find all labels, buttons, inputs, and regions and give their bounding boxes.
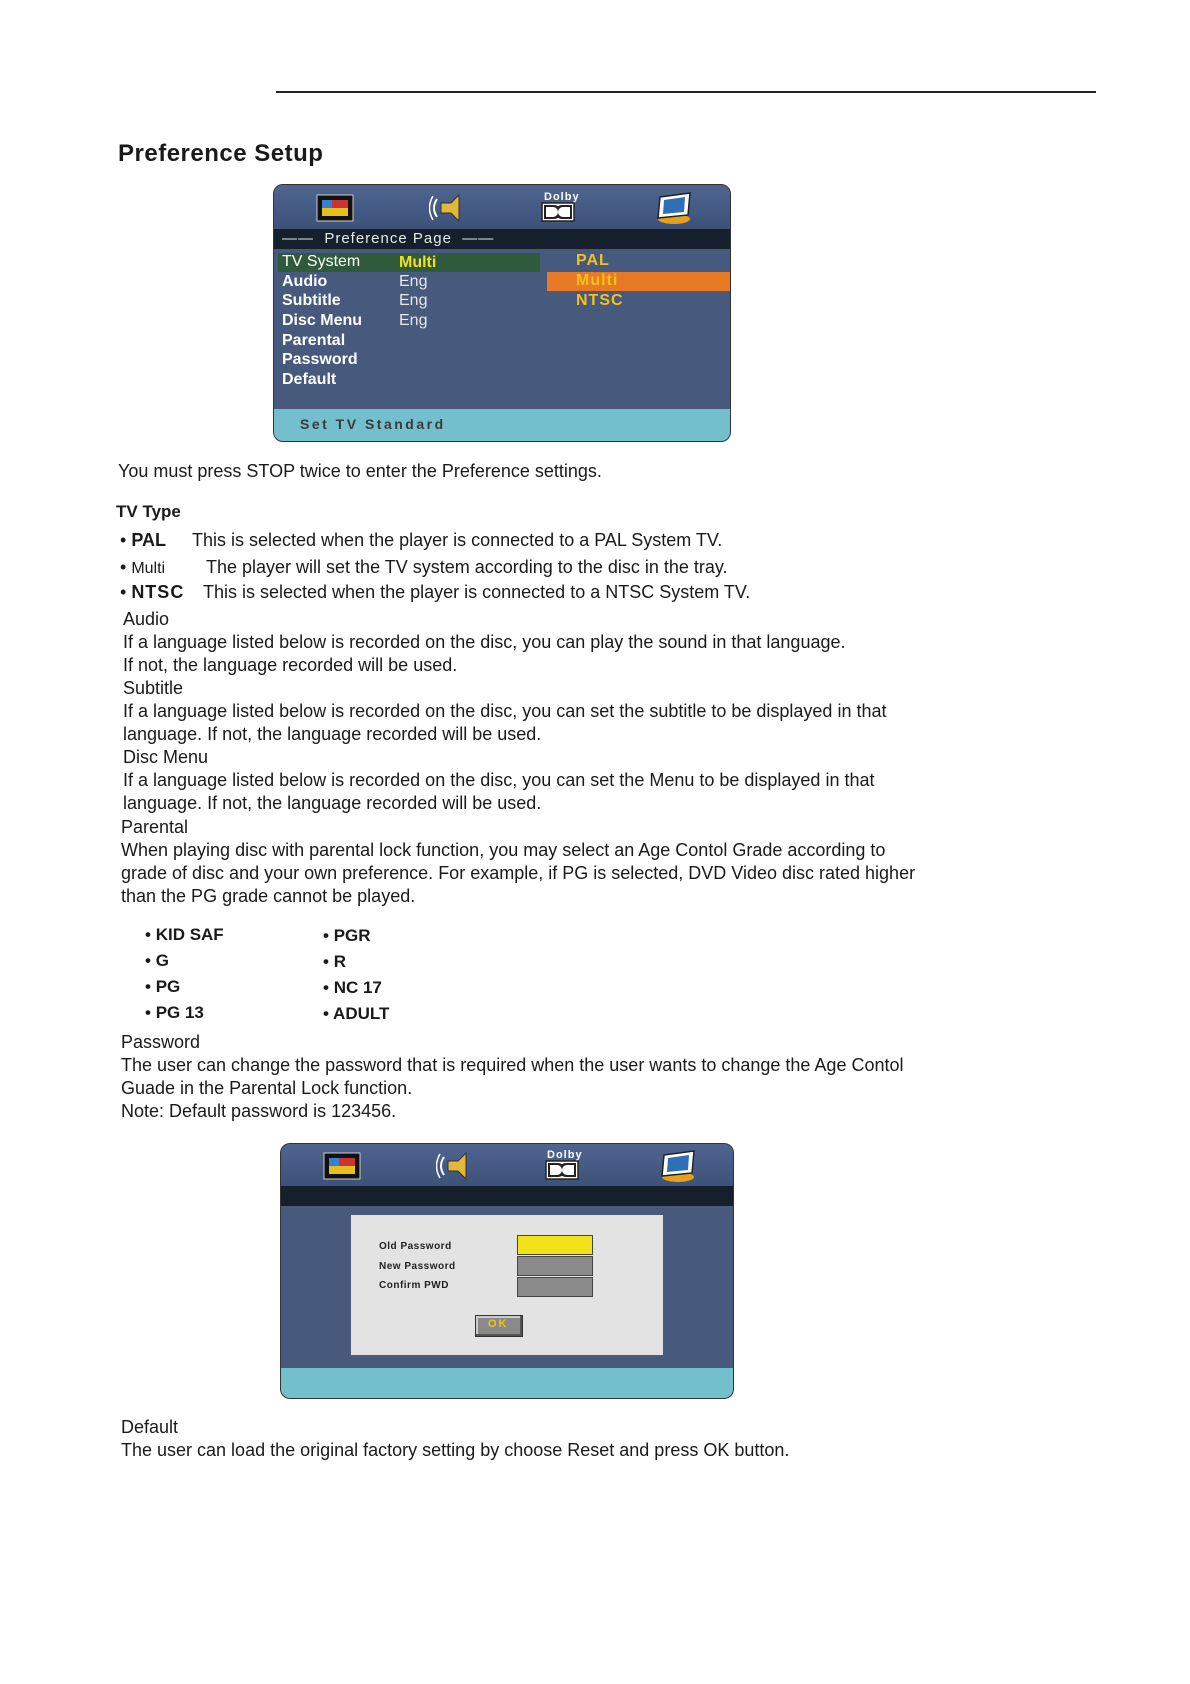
audio-line-2: If not, the language recorded will be used. (123, 655, 458, 675)
password-osd-screen (280, 1143, 734, 1399)
picture-setup-icon[interactable] (314, 191, 358, 225)
password-line-1: The user can change the password that is required when the user wants to change the Age Contol (121, 1055, 904, 1075)
dolby-label: Dolby (544, 191, 580, 203)
parental-title: Parental (121, 817, 189, 837)
preference-setup-icon[interactable] (656, 1149, 700, 1183)
confirm-pwd-field[interactable] (517, 1277, 593, 1297)
bullet: • (120, 582, 132, 602)
desc-ntsc: This is selected when the player is connected to a NTSC System TV. (203, 582, 751, 602)
default-section (121, 1416, 789, 1462)
default-title: Default (121, 1417, 179, 1437)
page-title: Preference Setup (118, 140, 324, 167)
parental-line-1: When playing disc with parental lock function, you may select an Age Contol Grade according to (121, 840, 886, 860)
old-password-label: Old Password (379, 1241, 452, 1252)
menu-item-default[interactable]: Default (282, 371, 337, 388)
grade-kid-saf: KID SAF (155, 925, 224, 944)
audio-line-1: If a language listed below is recorded on the disc, you can play the sound in that language. (123, 632, 846, 652)
grade-item: • PG 13 (145, 1003, 204, 1022)
tv-type-item-multi (120, 556, 728, 580)
grade-item: • G (145, 951, 169, 970)
menu-item-subtitle[interactable]: Subtitle (282, 292, 341, 309)
grade-item: • ADULT (323, 1004, 390, 1023)
audio-setup-icon[interactable] (436, 1149, 480, 1183)
disc-menu-section (123, 746, 874, 815)
disc-menu-title: Disc Menu (123, 747, 209, 767)
grade-adult: ADULT (333, 1004, 390, 1023)
default-line-1: The user can load the original factory setting by choose Reset and press OK button. (121, 1440, 790, 1460)
new-password-field[interactable] (517, 1256, 593, 1276)
option-ntsc[interactable]: NTSC (576, 292, 624, 309)
tv-type-item-ntsc (120, 581, 751, 604)
menu-item-parental[interactable]: Parental (282, 332, 346, 349)
grade-pg-13: PG 13 (155, 1003, 204, 1022)
grade-pg: PG (155, 977, 181, 996)
dolby-label: Dolby (547, 1149, 583, 1161)
menu-item-disc-menu[interactable]: Disc Menu (282, 312, 363, 329)
page-header-band (274, 229, 730, 249)
parental-line-3: than the PG grade cannot be played. (121, 886, 416, 906)
bullet: • (120, 557, 132, 577)
menu-value-audio: Eng (399, 273, 428, 290)
disc-menu-line-2: language. If not, the language recorded will be used. (123, 793, 542, 813)
grade-pgr: PGR (333, 926, 371, 945)
page-header: —— Preference Page —— (282, 230, 495, 247)
password-dialog (351, 1215, 663, 1355)
status-footer (274, 409, 730, 441)
term-multi: Multi (131, 560, 166, 577)
header-rule (276, 91, 1096, 93)
option-multi[interactable]: Multi (576, 272, 619, 289)
dolby-setup-icon[interactable] (544, 1159, 580, 1181)
grades-right (323, 923, 389, 1027)
grade-g: G (155, 951, 169, 970)
desc-multi: The player will set the TV system according to the disc in the tray. (206, 557, 728, 577)
confirm-pwd-label: Confirm PWD (379, 1280, 449, 1291)
status-footer (281, 1368, 733, 1398)
subtitle-title: Subtitle (123, 678, 184, 698)
dolby-setup-icon[interactable] (540, 201, 576, 223)
header-band (281, 1186, 733, 1206)
preference-osd-screen (273, 184, 731, 442)
subtitle-line-1: If a language listed below is recorded on the disc, you can set the subtitle to be displayed in that (123, 701, 887, 721)
password-section (121, 1031, 904, 1123)
password-line-2: Guade in the Parental Lock function. (121, 1078, 413, 1098)
tv-type-item-pal (120, 529, 723, 552)
grade-item: • PG (145, 977, 181, 996)
option-highlight (547, 272, 730, 291)
audio-title: Audio (123, 609, 170, 629)
desc-pal: This is selected when the player is connected to a PAL System TV. (192, 530, 723, 550)
ok-label: OK (488, 1318, 509, 1330)
menu-value-disc-menu: Eng (399, 312, 428, 329)
grade-r: R (333, 952, 346, 971)
menu-value-tv-system: Multi (399, 254, 437, 271)
ok-button[interactable] (475, 1315, 523, 1337)
menu-value-subtitle: Eng (399, 292, 428, 309)
option-pal[interactable]: PAL (576, 252, 610, 269)
audio-setup-icon[interactable] (429, 191, 473, 225)
bullet: • (120, 530, 132, 550)
term-pal: PAL (131, 530, 166, 550)
picture-setup-icon[interactable] (321, 1149, 365, 1183)
grade-nc-17: NC 17 (333, 978, 382, 997)
grade-item: • R (323, 952, 346, 971)
menu-item-password[interactable]: Password (282, 351, 358, 368)
footer-hint: Set TV Standard (300, 416, 446, 432)
tv-type-title: TV Type (116, 502, 181, 521)
subtitle-section (123, 677, 886, 746)
new-password-label: New Password (379, 1261, 456, 1272)
grade-item: • KID SAF (145, 925, 224, 944)
subtitle-line-2: language. If not, the language recorded will be used. (123, 724, 542, 744)
grade-item: • NC 17 (323, 978, 382, 997)
password-title: Password (121, 1032, 201, 1052)
parental-line-2: grade of disc and your own preference. For example, if PG is selected, DVD Video disc rated higher (121, 863, 916, 883)
menu-item-tv-system[interactable]: TV System (282, 253, 361, 270)
audio-section (123, 608, 846, 677)
term-ntsc: NTSC (131, 582, 185, 602)
disc-menu-line-1: If a language listed below is recorded on the disc, you can set the Menu to be displayed in that (123, 770, 875, 790)
preference-setup-icon[interactable] (652, 191, 696, 225)
grade-item: • PGR (323, 926, 371, 945)
password-line-3: Note: Default password is 123456. (121, 1101, 397, 1121)
intro-text: You must press STOP twice to enter the Preference settings. (118, 461, 602, 481)
old-password-field[interactable] (517, 1235, 593, 1255)
icon-bar (274, 185, 730, 229)
grades-left (145, 922, 224, 1026)
icon-bar (281, 1144, 733, 1186)
parental-section (121, 816, 915, 908)
menu-item-audio[interactable]: Audio (282, 273, 328, 290)
